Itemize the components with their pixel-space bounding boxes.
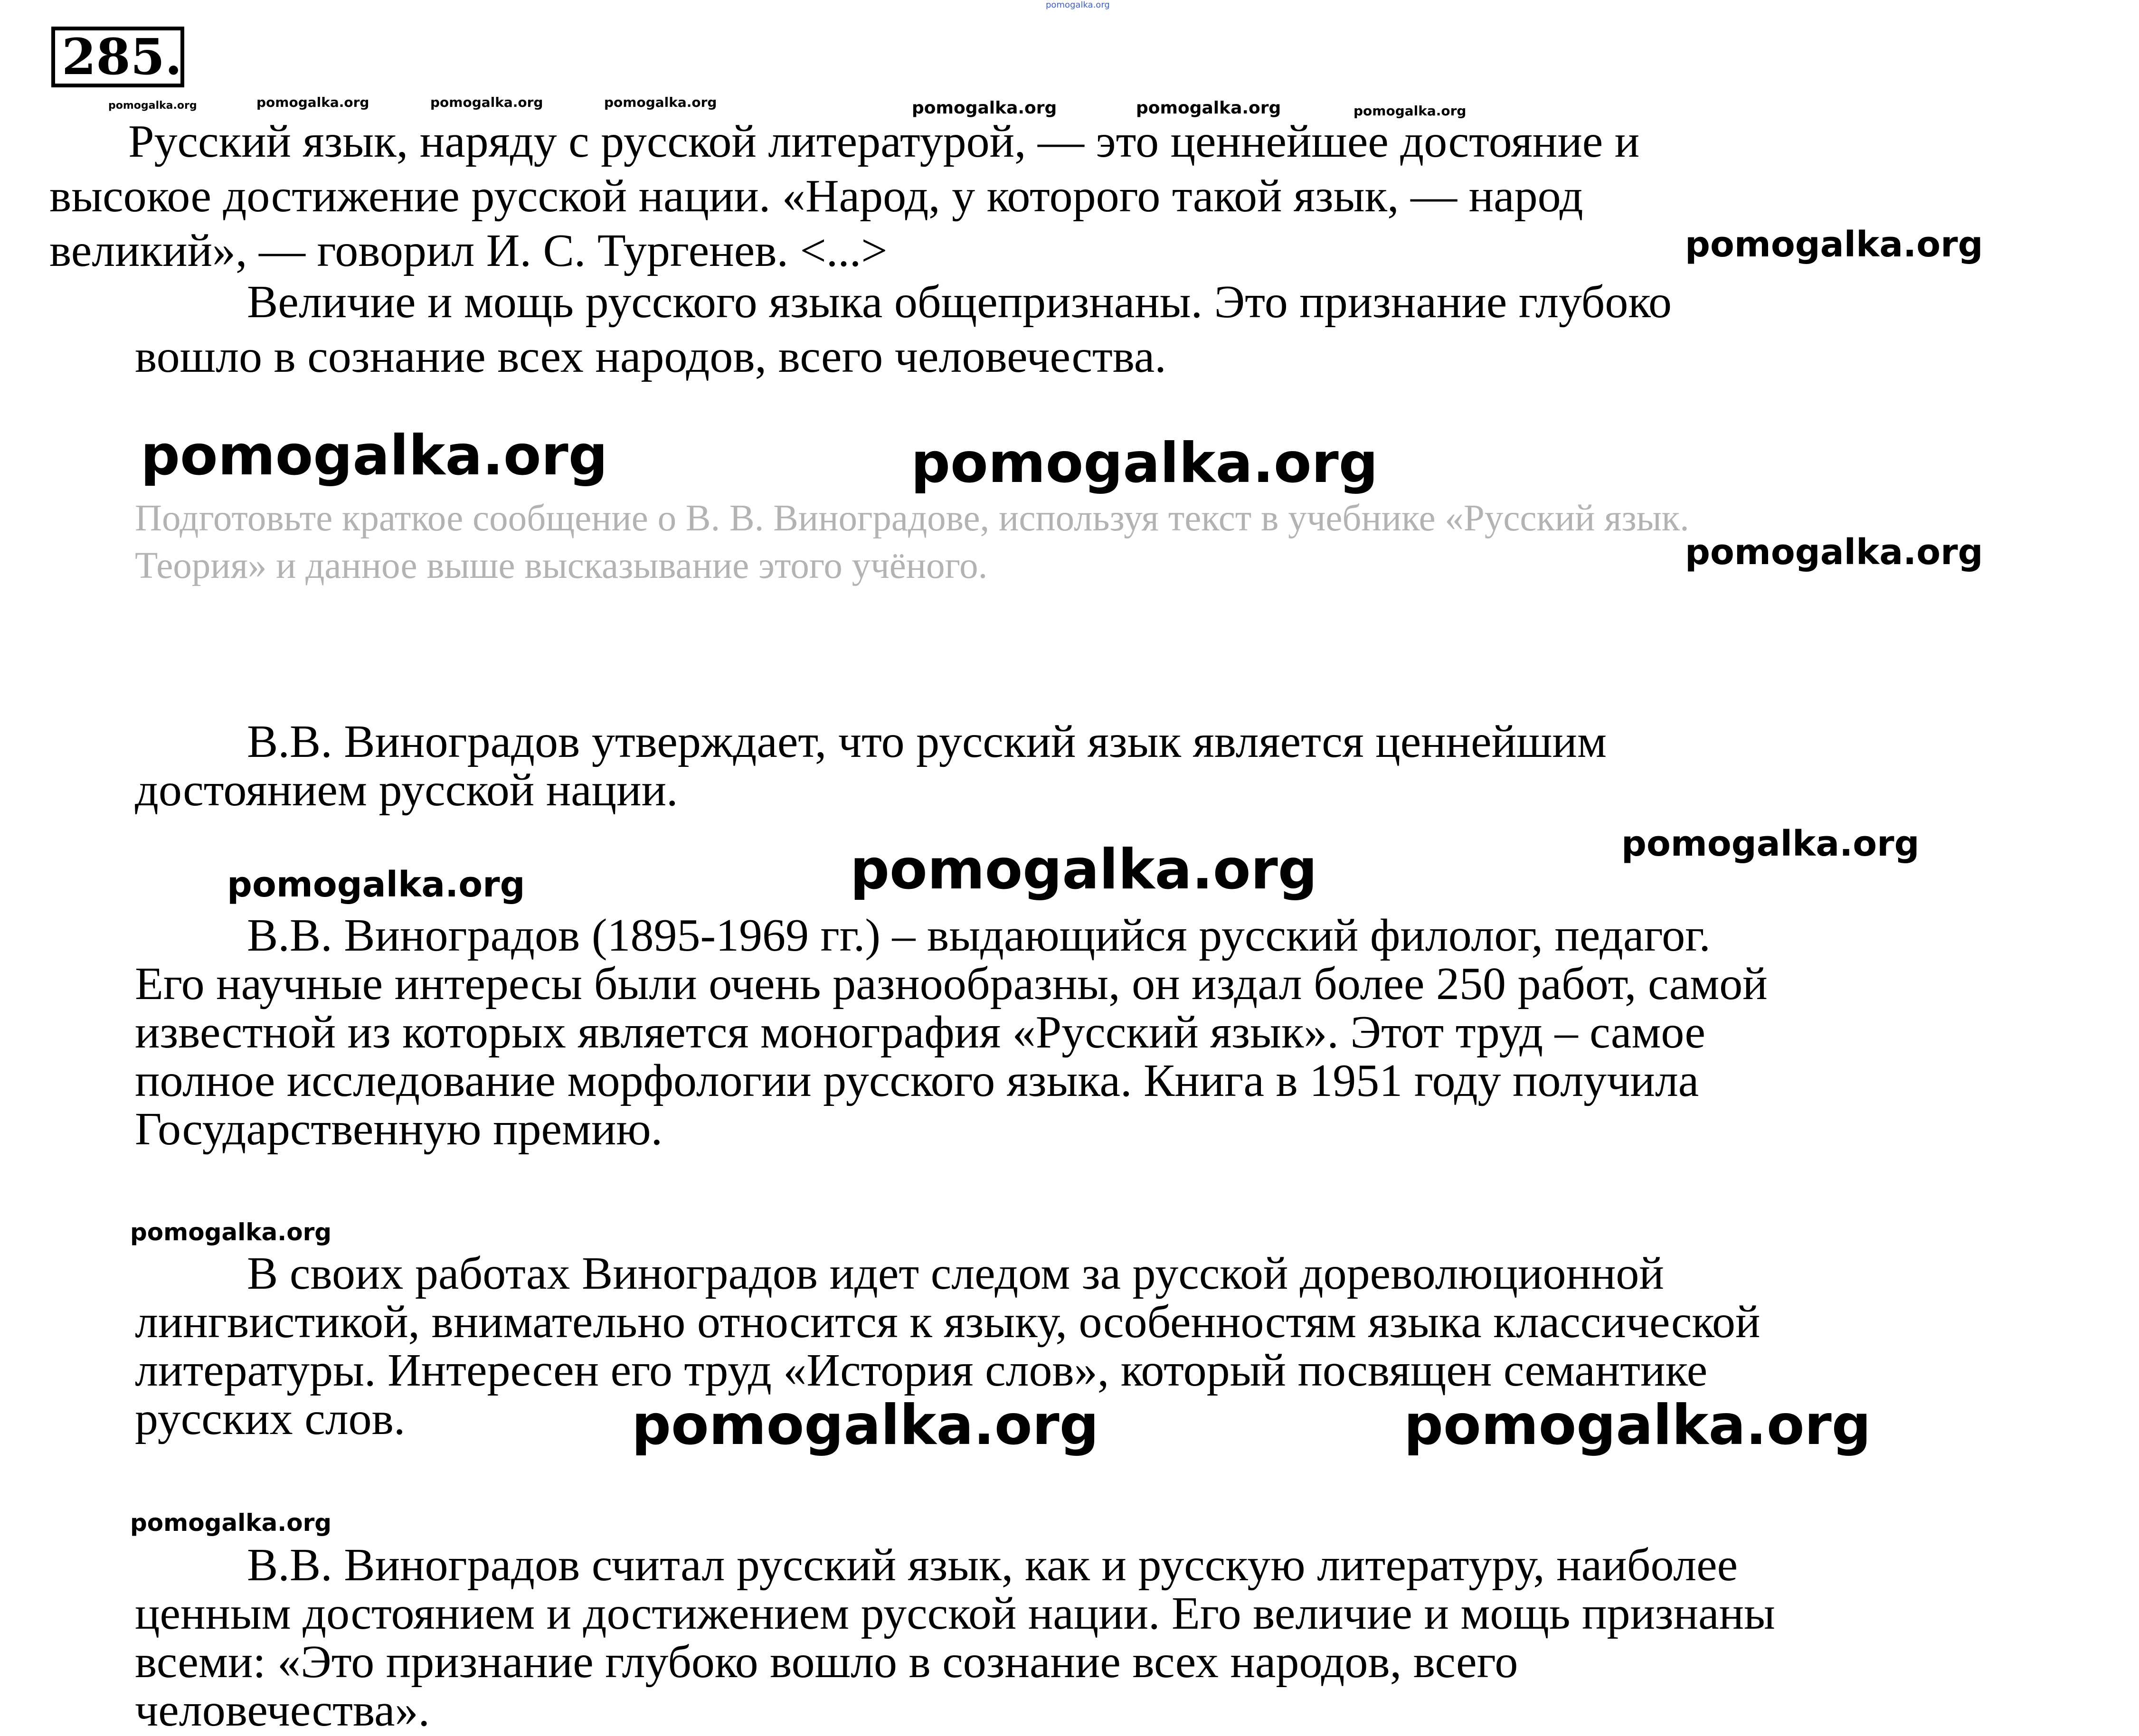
watermark-small: pomogalka.org — [912, 98, 1057, 118]
watermark-medium: pomogalka.org — [1621, 823, 1920, 864]
quote-line-1: Русский язык, наряду с русской литературой, — это ценнейшее достояние и — [128, 116, 1640, 167]
quote-line-3: великий», — говорил И. С. Тургенев. <...> — [49, 225, 888, 276]
quote-line-2: высокое достижение русской нации. «Народ, у которого такой язык, — народ — [49, 170, 1583, 222]
watermark-large: pomogalka.org — [1404, 1393, 1871, 1457]
answer-p1-line-2: достоянием русской нации. — [135, 764, 678, 816]
watermark-large: pomogalka.org — [632, 1393, 1099, 1457]
watermark-small: pomogalka.org — [130, 1509, 332, 1537]
watermark-small: pomogalka.org — [1136, 98, 1281, 118]
answer-p3-line-4: русских слов. — [135, 1393, 406, 1444]
watermark-medium: pomogalka.org — [1685, 532, 1983, 573]
watermark-large: pomogalka.org — [911, 431, 1378, 495]
answer-p2-line-2: Его научные интересы были очень разнообразны, он издал более 250 работ, самой — [135, 958, 1768, 1010]
answer-p2-line-1: В.В. Виноградов (1895-1969 гг.) – выдающийся русский филолог, педагог. — [247, 910, 1711, 961]
answer-p4-line-1: В.В. Виноградов считал русский язык, как и русскую литературу, наиболее — [247, 1539, 1738, 1591]
watermark-large: pomogalka.org — [850, 838, 1317, 902]
answer-p4-line-3: всеми: «Это признание глубоко вошло в сознание всех народов, всего — [135, 1636, 1518, 1688]
task-line-1: Подготовьте краткое сообщение о В. В. Виноградове, используя текст в учебнике «Русский язык. — [135, 498, 1689, 539]
watermark-small: pomogalka.org — [604, 94, 717, 110]
watermark-large: pomogalka.org — [141, 424, 608, 488]
answer-p2-line-5: Государственную премию. — [135, 1104, 663, 1155]
answer-p4-line-2: ценным достоянием и достижением русской нации. Его величие и мощь признаны — [135, 1588, 1775, 1639]
answer-p4-line-4: человечества». — [135, 1685, 430, 1736]
watermark-medium: pomogalka.org — [227, 864, 525, 905]
answer-p2-line-4: полное исследование морфологии русского языка. Книга в 1951 году получила — [135, 1055, 1699, 1106]
watermark-small: pomogalka.org — [108, 100, 197, 112]
watermark-small: pomogalka.org — [430, 94, 543, 110]
quote-line-5: вошло в сознание всех народов, всего человечества. — [135, 331, 1166, 382]
answer-p3-line-3: литературы. Интересен его труд «История слов», который посвящен семантике — [135, 1345, 1708, 1396]
answer-p3-line-1: В своих работах Виноградов идет следом за русской дореволюционной — [247, 1248, 1664, 1299]
watermark-small: pomogalka.org — [130, 1218, 332, 1246]
answer-p2-line-3: известной из которых является монография «Русский язык». Этот труд – самое — [135, 1007, 1706, 1058]
exercise-number: 285. — [62, 28, 182, 86]
quote-line-4: Величие и мощь русского языка общепризнаны. Это признание глубоко — [247, 276, 1672, 328]
watermark-small: pomogalka.org — [256, 94, 369, 110]
watermark-top-center: pomogalka.org — [1046, 0, 1110, 10]
watermark-medium: pomogalka.org — [1685, 224, 1983, 265]
answer-p1-line-1: В.В. Виноградов утверждает, что русский язык является ценнейшим — [247, 716, 1607, 767]
watermark-small: pomogalka.org — [1353, 103, 1467, 119]
answer-p3-line-2: лингвистикой, внимательно относится к языку, особенностям языка классической — [135, 1296, 1760, 1348]
task-line-2: Теория» и данное выше высказывание этого учёного. — [135, 545, 988, 586]
